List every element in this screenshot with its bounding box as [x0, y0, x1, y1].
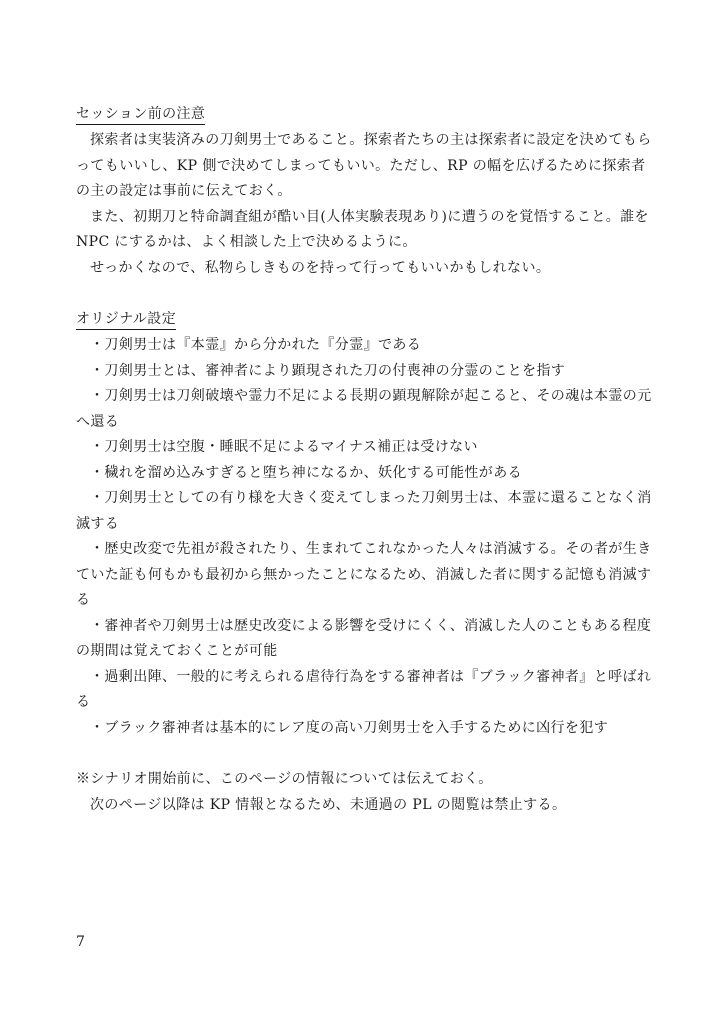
page-content: [76, 102, 654, 818]
section-spacer: [76, 281, 654, 307]
page-number: 7: [76, 934, 85, 950]
session-paragraph-3: せっかくなので、私物らしきものを持って行ってもいいかもしれない。: [90, 259, 551, 276]
setting-item: ・過剰出陣、一般的に考えられる虐待行為をする審神者は『ブラック審神者』と呼ばれる: [76, 668, 652, 710]
setting-item: ・刀剣男士は空腹・睡眠不足によるマイナス補正は受けない: [90, 439, 478, 455]
setting-item: ・刀剣男士とは、審神者により顕現された刀の付喪神の分霊のことを指す: [90, 362, 566, 379]
setting-item: ・刀剣男士は『本霊』から分かれた『分霊』である: [90, 337, 422, 353]
setting-item: ・刀剣男士としての有り様を大きく変えてしまった刀剣男士は、本霊に還ることなく消滅する: [76, 490, 652, 532]
setting-item: ・審神者や刀剣男士は歴史改変による影響を受けにくく、消滅した人のこともある程度の期間は覚えておくことが可能: [76, 617, 652, 659]
section-title-original-settings: オリジナル設定: [76, 309, 176, 330]
kp-note-line-2: 次のページ以降は KP 情報となるため、未通過の PL の閲覧は禁止する。: [90, 796, 567, 813]
kp-note-line-1: ※シナリオ開始前に、このページの情報については伝えておく。: [76, 771, 493, 787]
section-spacer: [76, 741, 654, 767]
section-title-session-notes: セッション前の注意: [76, 104, 205, 125]
setting-item: ・ブラック審神者は基本的にレア度の高い刀剣男士を入手するために凶行を犯す: [90, 719, 609, 736]
setting-item: ・歴史改変で先祖が殺されたり、生まれてこれなかった人々は消滅する。その者が生きていた証も何もかも最初から無かったことになるため、消滅した者に関する記憶も消滅する: [76, 541, 652, 608]
setting-item: ・穢れを溜め込みすぎると堕ち神になるか、妖化する可能性がある: [90, 464, 522, 481]
setting-item: ・刀剣男士は刀剣破壊や霊力不足による長期の顕現解除が起こると、その魂は本霊の元へ還る: [76, 388, 652, 430]
session-paragraph-1: 探索者は実装済みの刀剣男士であること。探索者たちの主は探索者に設定を決めてもらってもいいし、KP 側で決めてしまってもいい。ただし、RP の幅を広げるために探索者の主の設定は事前に伝えておく。: [76, 132, 652, 199]
session-paragraph-2: また、初期刀と特命調査組が酷い目(人体実験表現あり)に遭うのを覚悟すること。誰を NPC にするかは、よく相談した上で決めるように。: [76, 208, 649, 250]
